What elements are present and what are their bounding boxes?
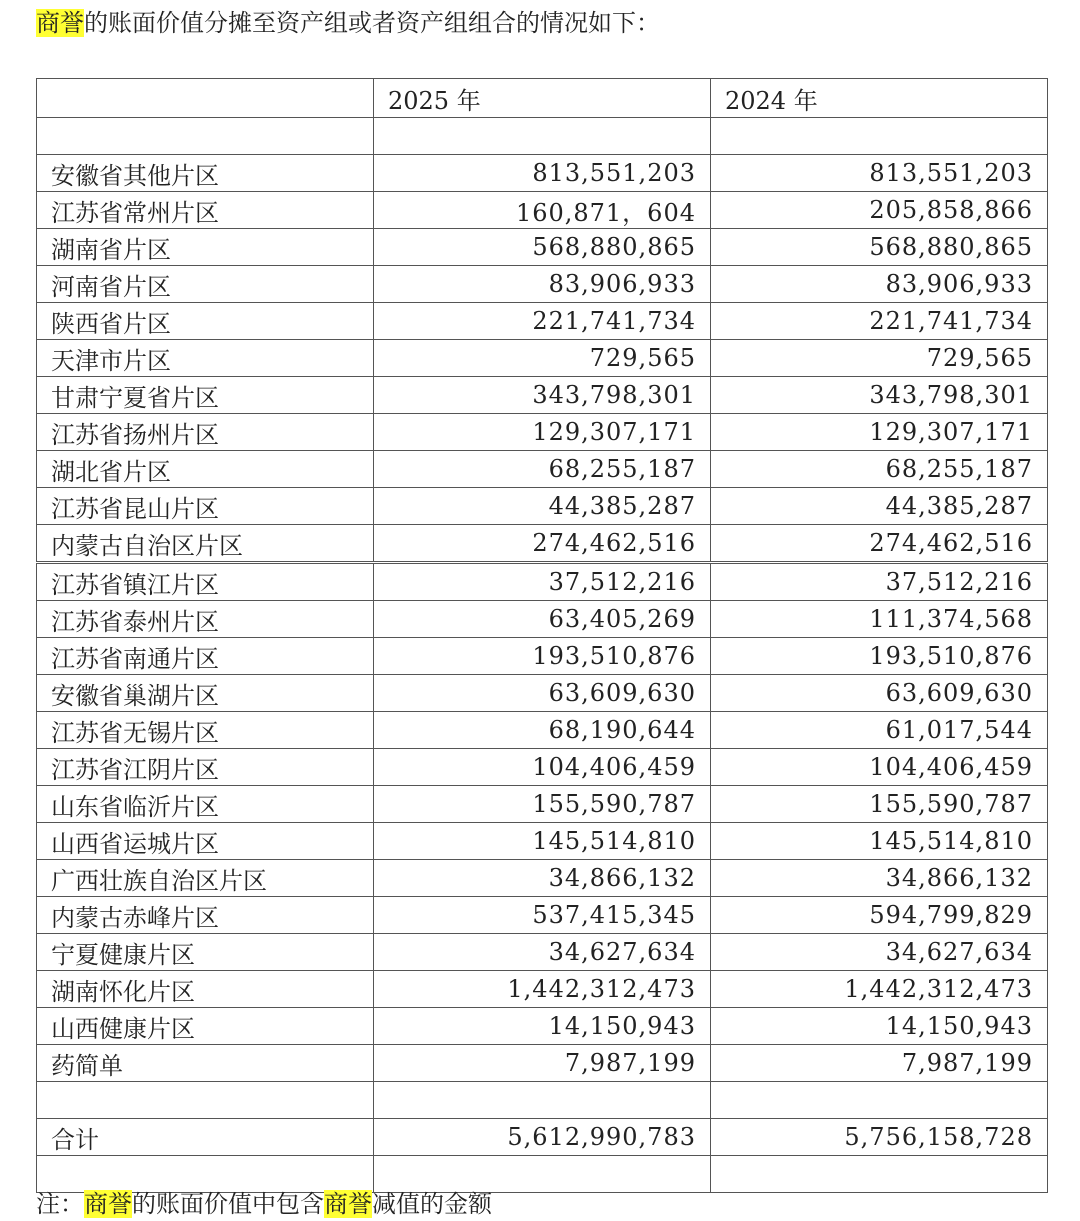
table-row (37, 638, 1048, 675)
table-row (37, 1008, 1048, 1045)
footnote-highlight-2: 商誉 (324, 1190, 372, 1218)
region-name-cell: 江苏省常州片区 (37, 192, 374, 229)
value-2025-cell: 34,627,634 (374, 934, 711, 971)
table-row (37, 860, 1048, 897)
value-2024-cell: 193,510,876 (711, 638, 1048, 675)
value-2025-cell: 63,609,630 (374, 675, 711, 712)
value-2024-cell: 729,565 (711, 340, 1048, 377)
table-row (37, 675, 1048, 712)
table-row (37, 340, 1048, 377)
table-row (37, 1082, 1048, 1119)
value-2025-cell: 104,406,459 (374, 749, 711, 786)
value-2025-cell: 1,442,312,473 (374, 971, 711, 1008)
value-2024-cell (711, 1156, 1048, 1193)
table-row (37, 414, 1048, 451)
region-name-cell: 江苏省南通片区 (37, 638, 374, 675)
table-row (37, 451, 1048, 488)
value-2025-cell: 729,565 (374, 340, 711, 377)
region-name-cell: 陕西省片区 (37, 303, 374, 340)
value-2025-cell: 83,906,933 (374, 266, 711, 303)
table-row (37, 303, 1048, 340)
region-name-cell: 内蒙古自治区片区 (37, 525, 374, 563)
value-2025-cell: 145,514,810 (374, 823, 711, 860)
value-2025-cell: 68,190,644 (374, 712, 711, 749)
region-name-cell: 内蒙古赤峰片区 (37, 897, 374, 934)
value-2024-cell: 145,514,810 (711, 823, 1048, 860)
value-2024-cell: 594,799,829 (711, 897, 1048, 934)
goodwill-allocation-table (36, 78, 1048, 1193)
region-name-cell: 山东省临沂片区 (37, 786, 374, 823)
value-2024-cell: 343,798,301 (711, 377, 1048, 414)
value-2025-cell: 14,150,943 (374, 1008, 711, 1045)
region-name-cell: 江苏省泰州片区 (37, 601, 374, 638)
region-name-cell: 江苏省扬州片区 (37, 414, 374, 451)
footnote-suffix: 减值的金额 (372, 1190, 492, 1218)
region-name-cell: 湖北省片区 (37, 451, 374, 488)
value-2024-cell: 568,880,865 (711, 229, 1048, 266)
value-2025-cell: 34,866,132 (374, 860, 711, 897)
table-row (37, 192, 1048, 229)
table-row (37, 786, 1048, 823)
footnote-prefix: 注： (36, 1190, 84, 1218)
region-name-cell: 山西健康片区 (37, 1008, 374, 1045)
region-name-cell: 河南省片区 (37, 266, 374, 303)
value-2025-cell: 63,405,269 (374, 601, 711, 638)
value-2025-cell: 537,415,345 (374, 897, 711, 934)
intro-text: 的账面价值分摊至资产组或者资产组组合的情况如下： (84, 9, 660, 37)
value-2024-cell: 129,307,171 (711, 414, 1048, 451)
region-name-cell (37, 1082, 374, 1119)
value-2024-cell: 61,017,544 (711, 712, 1048, 749)
value-2024-cell: 155,590,787 (711, 786, 1048, 823)
table-row (37, 601, 1048, 638)
table-row (37, 563, 1048, 601)
region-name-cell (37, 1156, 374, 1193)
value-2024-cell (711, 1082, 1048, 1119)
value-2024-cell: 5,756,158,728 (711, 1119, 1048, 1156)
footnote-highlight-1: 商誉 (84, 1190, 132, 1218)
value-2025-cell: 813,551,203 (374, 155, 711, 192)
value-2025-cell (374, 1082, 711, 1119)
value-2025-cell: 44,385,287 (374, 488, 711, 525)
value-2025-cell: 129,307,171 (374, 414, 711, 451)
value-2025-cell: 160,871，604 (374, 192, 711, 229)
region-name-cell: 江苏省昆山片区 (37, 488, 374, 525)
table-row (37, 1119, 1048, 1156)
region-name-cell: 山西省运城片区 (37, 823, 374, 860)
intro-sentence (36, 6, 660, 40)
value-2025-cell (374, 1156, 711, 1193)
header-label-cell (37, 79, 374, 118)
table-row (37, 488, 1048, 525)
region-name-cell: 甘肃宁夏省片区 (37, 377, 374, 414)
value-2024-cell: 44,385,287 (711, 488, 1048, 525)
table-row (37, 823, 1048, 860)
value-2024-cell: 63,609,630 (711, 675, 1048, 712)
table-row (37, 377, 1048, 414)
highlighted-term: 商誉 (36, 9, 84, 37)
value-2024-cell: 37,512,216 (711, 563, 1048, 601)
value-2024-cell: 221,741,734 (711, 303, 1048, 340)
value-2024-cell: 104,406,459 (711, 749, 1048, 786)
header-2025: 2025 年 (374, 79, 711, 118)
value-2024-cell: 1,442,312,473 (711, 971, 1048, 1008)
value-2025-cell: 568,880,865 (374, 229, 711, 266)
region-name-cell: 湖南省片区 (37, 229, 374, 266)
value-2025-cell: 221,741,734 (374, 303, 711, 340)
region-name-cell (37, 118, 374, 155)
value-2025-cell: 343,798,301 (374, 377, 711, 414)
region-name-cell: 宁夏健康片区 (37, 934, 374, 971)
value-2025-cell: 68,255,187 (374, 451, 711, 488)
table-row (37, 229, 1048, 266)
value-2025-cell (374, 118, 711, 155)
table-row (37, 971, 1048, 1008)
region-name-cell: 安徽省巢湖片区 (37, 675, 374, 712)
value-2024-cell: 34,866,132 (711, 860, 1048, 897)
footnote-middle: 的账面价值中包含 (132, 1190, 324, 1218)
value-2024-cell: 68,255,187 (711, 451, 1048, 488)
value-2024-cell: 7,987,199 (711, 1045, 1048, 1082)
region-name-cell: 江苏省江阴片区 (37, 749, 374, 786)
value-2024-cell: 205,858,866 (711, 192, 1048, 229)
value-2025-cell: 274,462,516 (374, 525, 711, 563)
region-name-cell: 江苏省无锡片区 (37, 712, 374, 749)
value-2025-cell: 155,590,787 (374, 786, 711, 823)
value-2024-cell (711, 118, 1048, 155)
region-name-cell: 合计 (37, 1119, 374, 1156)
table-row (37, 266, 1048, 303)
region-name-cell: 安徽省其他片区 (37, 155, 374, 192)
value-2024-cell: 274,462,516 (711, 525, 1048, 563)
table-header-row (37, 79, 1048, 118)
region-name-cell: 天津市片区 (37, 340, 374, 377)
region-name-cell: 广西壮族自治区片区 (37, 860, 374, 897)
value-2024-cell: 111,374,568 (711, 601, 1048, 638)
value-2025-cell: 37,512,216 (374, 563, 711, 601)
table-row (37, 934, 1048, 971)
table-row (37, 118, 1048, 155)
value-2025-cell: 5,612,990,783 (374, 1119, 711, 1156)
footnote (36, 1188, 492, 1220)
value-2024-cell: 813,551,203 (711, 155, 1048, 192)
table-row (37, 749, 1048, 786)
value-2024-cell: 83,906,933 (711, 266, 1048, 303)
value-2024-cell: 34,627,634 (711, 934, 1048, 971)
header-2024: 2024 年 (711, 79, 1048, 118)
value-2024-cell: 14,150,943 (711, 1008, 1048, 1045)
table-row (37, 1156, 1048, 1193)
value-2025-cell: 7,987,199 (374, 1045, 711, 1082)
region-name-cell: 湖南怀化片区 (37, 971, 374, 1008)
table-row (37, 155, 1048, 192)
region-name-cell: 江苏省镇江片区 (37, 563, 374, 601)
table-row (37, 525, 1048, 563)
table-row (37, 1045, 1048, 1082)
table-row (37, 897, 1048, 934)
value-2025-cell: 193,510,876 (374, 638, 711, 675)
table-row (37, 712, 1048, 749)
region-name-cell: 药简单 (37, 1045, 374, 1082)
